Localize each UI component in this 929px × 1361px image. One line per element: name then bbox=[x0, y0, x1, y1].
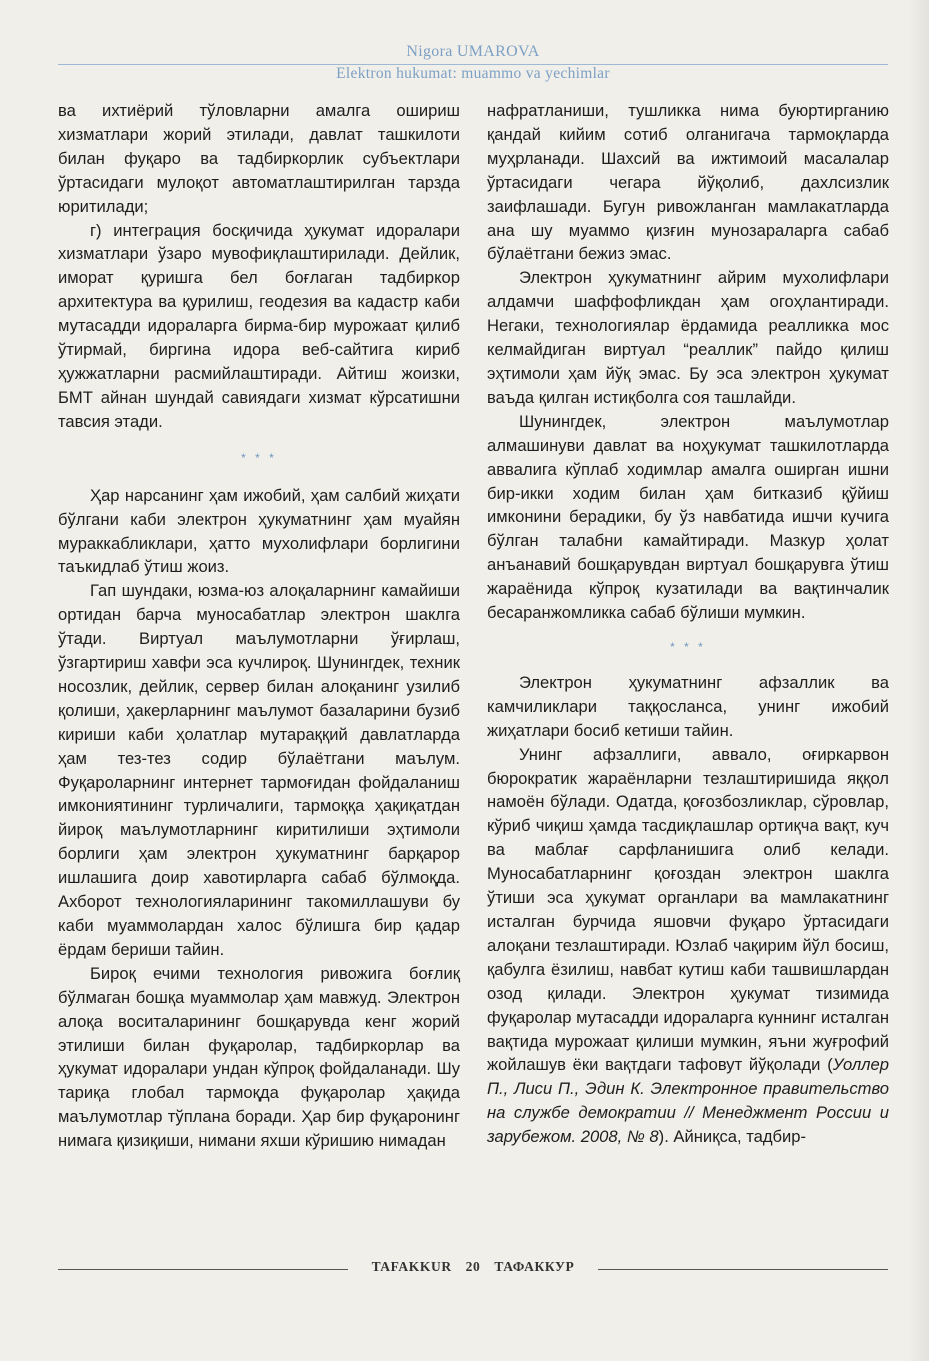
page-edge-shadow bbox=[907, 0, 929, 1361]
paragraph: ва ихтиёрий тўловларни амалга ошириш хизматлари жорий этилади, давлат ташкилоти билан фуқаро ва тадбиркорлик субъектлари ўртасидаги мулоқот автоматлаштирилган тарзда юритилади; bbox=[58, 101, 460, 216]
paragraph-tail: ). Айниқса, тадбир- bbox=[658, 1127, 807, 1147]
footer-text bbox=[58, 1259, 888, 1275]
section-separator: * * * bbox=[241, 450, 277, 465]
paragraph: Электрон ҳукуматнинг айрим мухолифлари алдамчи шаффофликдан ҳам огоҳлантиради. Негаки, технологиялар ёрдамида реалликка мос келмайдиган виртуал “реаллик” пайдо қилиш эҳтимоли ҳам йўқ эмас. Бу эса электрон ҳукумат ваъда қилган истиқболга соя ташлайди. bbox=[487, 268, 889, 407]
citation: Уоллер П., Лиси П., Эдин К. Электронное правительство на службе демократии // Менеджмент России и зарубежом. 2008, № 8 bbox=[487, 1055, 889, 1147]
running-header-title: Elektron hukumat: muammo va yechimlar bbox=[336, 65, 610, 82]
running-header-author: Nigora UMAROVA bbox=[406, 43, 540, 60]
section-separator: * * * bbox=[670, 639, 706, 654]
left-column bbox=[58, 99, 460, 1153]
paragraph: Гап шундаки, юзма-юз алоқаларнинг камайиши ортидан барча муносабатлар электрон шаклга ўтади. Виртуал маълумотларни ўғирлаш, ўзгартириш хавфи эса кучлироқ. Шунингдек, техник носозлик, дейлик, сервер билан алоқанинг узилиб қолиши, ҳакерларнинг маълумот базаларини бузиб кириши каби ҳолатлар мутараққий давлатларда ҳам тез-тез содир бўлаётгани маълум. Фуқароларнинг интернет тармоғидан фойдаланиш имкониятининг турличалиги, тармоққа ҳақиқатдан йироқ маълумотларнинг киритилиши эҳтимоли борлиги ҳам электрон ҳукуматнинг барқарор ишлашига доир хавотирларга сабаб бўлмоқда. Ахборот технологияларининг такомиллашуви бу каби муаммолардан халос бўлишга бир қадар ёрдам бериши тайин. bbox=[58, 581, 460, 959]
paragraph: нафратланиши, тушликка нима буюртирганию қандай кийим сотиб олганигача тармоқларда муҳрланади. Шахсий ва ижтимоий масалалар ўртасидаги чегара йўқолиб, дахлсизлик заифлашади. Бугун ривожланган мамлакатларда ана шу муаммо қизғин мунозараларга сабаб бўлаётгани бежиз эмас. bbox=[487, 101, 889, 264]
paragraph: Электрон ҳукуматнинг афзаллик ва камчиликлари таққосланса, унинг ижобий жиҳатлари босиб кетиши тайин. bbox=[487, 672, 889, 740]
paragraph: г) интеграция босқичида ҳукумат идоралари хизматлари ўзаро мувофиқлаштирилади. Дейлик, иморат қуришга бел боғлаган тадбиркор архитектура ва қурилиш, геодезия ва кадастр каби мутасадди идораларга бирма-бир мурожаат қилиб ўтирмай, биргина идора веб-сайтига кириб ҳужжатларни расмийлаштиради. Айтиш жоизки, БМТ айнан шундай савиядаги хизмат кўрсатишни тавсия этади. bbox=[58, 220, 460, 431]
journal-name-latin: TAFAKKUR bbox=[371, 1259, 452, 1274]
paragraph: Бироқ ечими технология ривожига боғлиқ бўлмаган бошқа муаммолар ҳам мавжуд. Электрон алоқа воситаларининг бошқарувда кенг жорий этилиши билан фуқаролар, тадбиркорлар ва ҳукумат идоралари ундан кўпроқ фойдаланади. Шу тариқа глобал тармоқда фуқаролар ҳақида маълумотлар тўплана боради. Ҳар бир фуқаронинг нимага қизиқиши, нимани яхши кўришию нимадан bbox=[58, 963, 460, 1151]
page-footer bbox=[58, 1257, 888, 1281]
right-column bbox=[487, 99, 889, 1149]
page-number: 20 bbox=[465, 1259, 481, 1274]
paragraph-text: Унинг афзаллиги, аввало, оғиркарвон бюрократик жараёнларни тезлаштиришида яққол намоён бўлади. Одатда, қоғозбозликлар, сўровлар, кўриб чиқиш ҳамда тасдиқлашлар ортиқча вақт, куч ва маблағ сарфланишига олиб келади. Муносабатларнинг қоғоздан электрон шаклга ўтиши эса ҳукумат органлари ва мамлакатнинг исталган бурчида яшовчи фуқаро ўртасидаги алоқани тезлаштиради. Юзлаб чақирим йўл босиш, қабулга ёзилиш, навбат кутиш каби ташвишлардан озод қилади. Электрон ҳукумат тизимида фуқаролар мутасадди идораларга куннинг исталган вақтида мурожаат қилиши мумкин, яъни жуғрофий жойлашув ёки вақтдаги тафовут йўқолади ( bbox=[487, 744, 889, 1075]
paragraph: Ҳар нарсанинг ҳам ижобий, ҳам салбий жиҳати бўлгани каби электрон ҳукуматнинг ҳам муайян мураккабликлари, ҳатто мухолифлари борлигини таъкидлаб ўтиш жоиз. bbox=[58, 485, 460, 577]
paragraph: Шунингдек, электрон маълумотлар алмашинуви давлат ва ноҳукумат ташкилотларда аввалига кўплаб ходимлар амалга оширган ишни бир-икки ходим билан ҳам битказиб қўйиш имконини берадики, бу ўз навбатида ишчи кучига бўлган талабни камайтиради. Мазкур ҳолат анъанавий бошқарувдан виртуал бошқарувга ўтиш жараёнида кўпроқ кузатилади ва вақтинчалик бесаранжомликка сабаб бўлиши мумкин. bbox=[487, 411, 889, 623]
journal-name-cyrillic: ТАФАККУР bbox=[494, 1259, 575, 1274]
paragraph-with-citation bbox=[487, 743, 889, 1149]
footer-rule-right bbox=[598, 1269, 888, 1270]
